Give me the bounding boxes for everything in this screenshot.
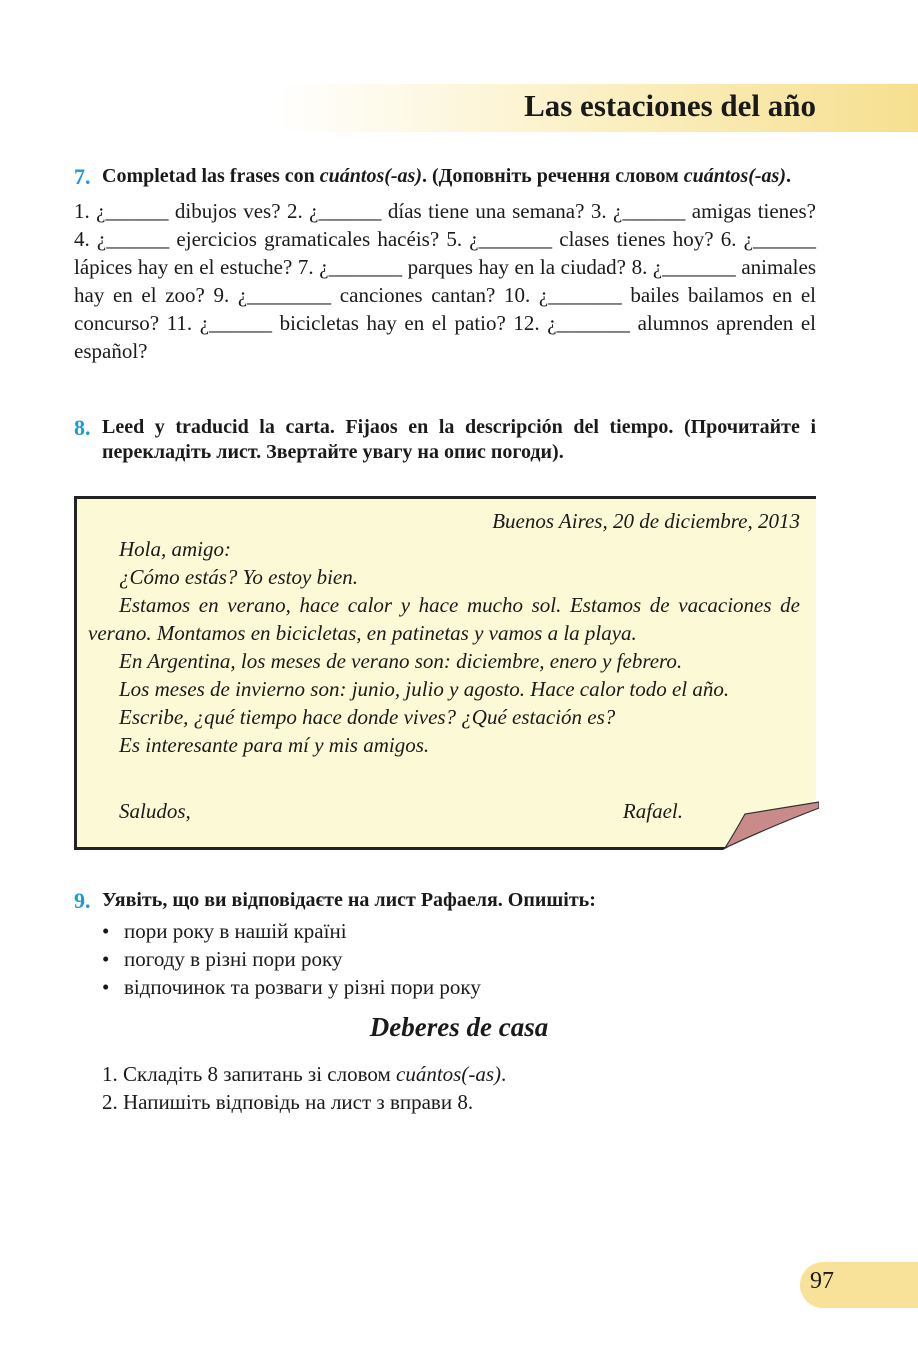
- exercise-number: 7.: [74, 164, 91, 189]
- letter-line: ¿Cómo estás? Yo estoy bien.: [119, 565, 358, 589]
- homework-list: [102, 1060, 506, 1116]
- exercise-8: [74, 415, 816, 465]
- bullet-list: [102, 917, 816, 1001]
- letter-line: Los meses de invierno son: junio, julio y agosto. Hace calor todo el año.: [119, 677, 730, 701]
- letter-line: Escribe, ¿qué tiempo hace donde vives? ¿Qué estación es?: [119, 705, 616, 729]
- letter-box: [74, 496, 816, 850]
- list-item: 2. Напишіть відповідь на лист з вправи 8.: [102, 1090, 474, 1114]
- letter-body: [88, 507, 800, 759]
- page-curl-icon: [723, 798, 819, 850]
- exercise-instruction: Completad las frases con cuántos(-as). (Доповніть речення словом cuántos(-as).: [102, 165, 791, 187]
- letter-greeting: Hola, amigo:: [119, 537, 231, 561]
- letter-signature: Rafael.: [622, 799, 683, 823]
- homework-title: Deberes de casa: [369, 1012, 549, 1042]
- exercise-instruction: Уявіть, що ви відповідаєте на лист Рафаеля. Опишіть:: [102, 889, 596, 911]
- letter-line: Es interesante para mí y mis amigos.: [119, 733, 430, 757]
- list-item: • погоду в різні пори року: [102, 945, 816, 973]
- exercise-number: 8.: [74, 415, 91, 440]
- letter-date: Buenos Aires, 20 de diciembre, 2013: [492, 509, 800, 533]
- exercise-9: [74, 888, 816, 1001]
- list-item: • відпочинок та розваги у різні пори року: [102, 973, 816, 1001]
- page-number: 97: [810, 1268, 834, 1294]
- list-item: • пори року в нашій країні: [102, 917, 816, 945]
- page-title: Las estaciones del año: [524, 88, 816, 123]
- list-item: 1. Складіть 8 запитань зі словом cuántos(-as).: [102, 1062, 507, 1086]
- exercise-number: 9.: [74, 888, 91, 913]
- fill-in-sentences: 1. ¿______ dibujos ves? 2. ¿______ días tiene una semana? 3. ¿______ amigas tienes? 4. ¿______ ejercicios gramaticales hacéis? 5. ¿_______ clases tienes hoy? 6. ¿______ lápices hay en el estuche? 7. ¿_______ parques hay en la ciudad? 8. ¿_______ animales hay en el zoo? 9. ¿________ canciones cantan? 10. ¿_______ bailes bailamos en el concurso? 11. ¿______ bicicletas hay en el patio? 12. ¿_______ alumnos aprenden el español?: [74, 199, 816, 363]
- letter-line: Estamos en verano, hace calor y hace mucho sol. Estamos de vacaciones de verano. Montamos en bicicletas, en patinetas y vamos a la playa.: [88, 593, 800, 645]
- exercise-instruction: Leed y traducid la carta. Fijaos en la descripción del tiempo. (Прочитайте і перекладіть лист. Звертайте увагу на опис погоди).: [102, 416, 816, 463]
- exercise-7: [74, 164, 816, 365]
- letter-closing: Saludos,: [119, 799, 191, 823]
- letter-line: En Argentina, los meses de verano son: diciembre, enero y febrero.: [119, 649, 683, 673]
